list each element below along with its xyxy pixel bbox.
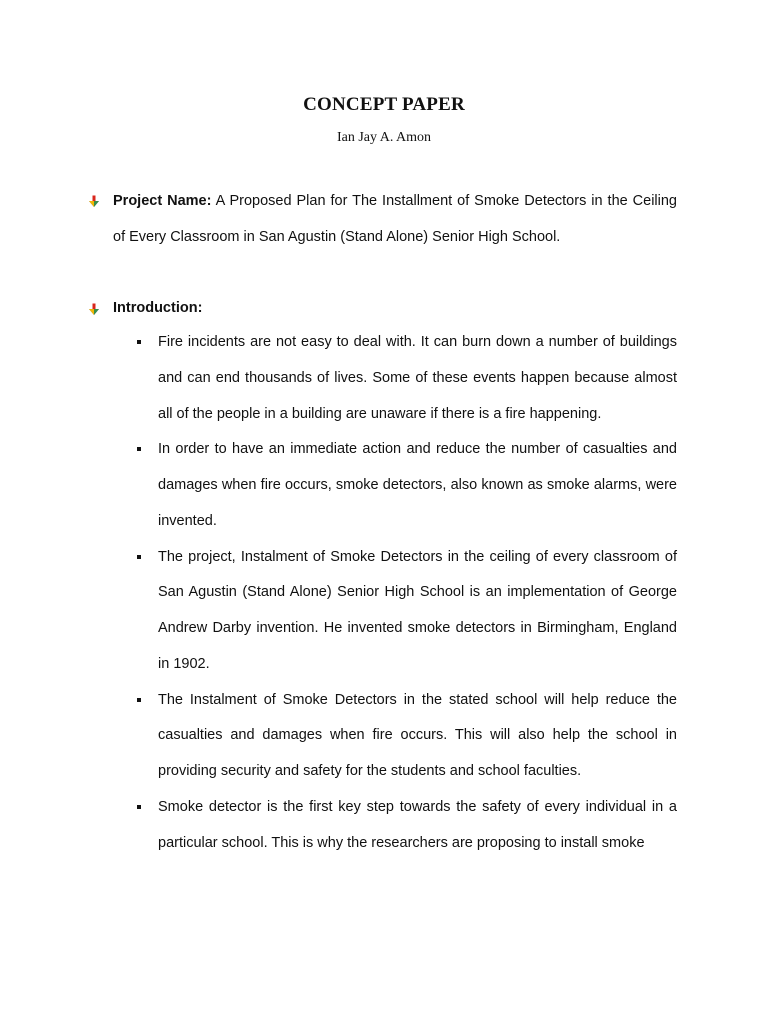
introduction-heading [113,290,202,326]
square-bullet-icon [137,447,141,451]
bullet-text: Fire incidents are not easy to deal with. It can burn down a number of buildings and can end thousands of lives. Some of these events happen because almost all of the people in a building are unaware if there is a fire happening. [158,334,677,422]
project-name-paragraph [113,183,677,255]
bullet-text: The project, Instalment of Smoke Detectors in the ceiling of every classroom of San Agustin (Stand Alone) Senior High School is an implementation of George Andrew Darby invention. He invented smoke detectors in Birmingham, England in 1902. [158,548,677,672]
four-color-arrow-bullet-icon [87,303,101,317]
bullet-text: The Instalment of Smoke Detectors in the stated school will help reduce the casualties and damages when fire occurs. This will also help the school in providing security and safety for the students and school faculties. [158,691,677,779]
four-color-arrow-bullet-icon [87,195,101,209]
list-item [158,432,677,539]
list-item [158,790,677,862]
author-name: Ian Jay A. Amon [336,130,432,145]
square-bullet-icon [137,340,141,344]
project-name-text: A Proposed Plan for The Installment of Smoke Detectors in the Ceiling of Every Classroom in San Agustin (Stand Alone) Senior High School. [113,193,677,245]
list-item [158,540,677,683]
document-title: CONCEPT PAPER [303,94,465,115]
bullet-text: In order to have an immediate action and reduce the number of casualties and damages when fire occurs, smoke detectors, also known as smoke alarms, were invented. [158,441,677,529]
bullet-text: Smoke detector is the first key step towards the safety of every individual in a particular school. This is why the researchers are proposing to install smoke [158,798,677,851]
square-bullet-icon [137,805,141,809]
square-bullet-icon [137,555,141,559]
list-item [158,325,677,432]
square-bullet-icon [137,698,141,702]
project-name-label: Project Name: [113,193,212,209]
introduction-bullet-list [158,325,677,861]
list-item [158,683,677,790]
introduction-label: Introduction: [113,300,203,316]
